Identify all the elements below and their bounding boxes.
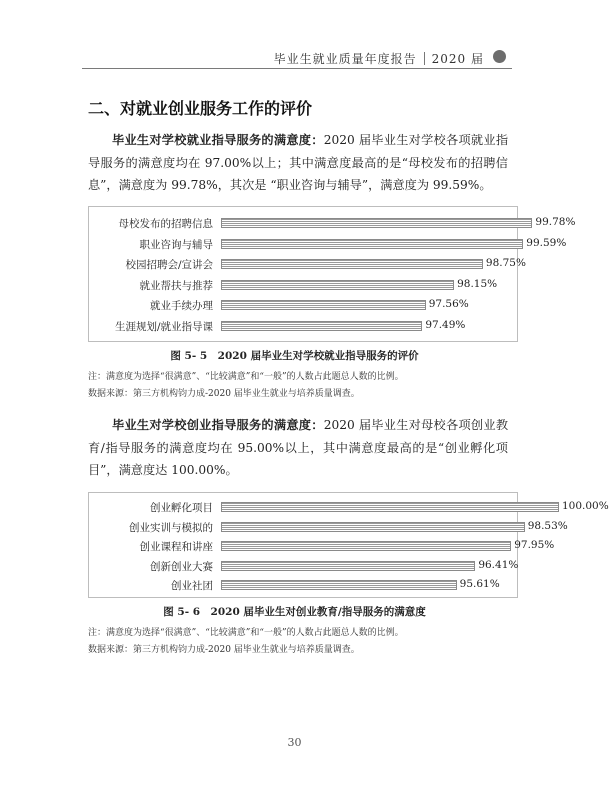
bar-row [89,275,517,295]
value-label: 98.75% [485,257,526,269]
bar [221,300,426,310]
figure-source: 数据来源：第三方机构钧力成-2020 届毕业生就业与培养质量调查。 [88,389,360,399]
bar-row [89,295,517,315]
paragraph-entrepreneurship-guidance [88,414,508,482]
bar-row [89,254,526,274]
bar [221,541,511,551]
paragraph-body: 2020 届毕业生对母校各项创业教育/指导服务的满意度均在 95.00%以上，其中满意度最高的是“创业孵化项目”，满意度达 100.00%。 [88,418,509,477]
value-label: 96.41% [478,558,519,571]
bar-row [89,556,517,576]
value-label: 97.49% [425,318,466,331]
bar [221,259,483,269]
paragraph-employment-guidance [88,129,508,197]
figure-note: 注：满意度为选择“很满意”、“比较满意”和“一般”的人数占此题总人数的比例。 [88,372,404,382]
entrepreneurship-guidance-chart [88,492,609,598]
header-dot-icon [493,50,506,63]
header-divider [424,52,425,65]
bar-row [89,213,576,233]
bar [221,502,559,512]
bar-row [89,517,568,537]
bar [221,561,475,571]
category-label: 创业孵化项目 [150,502,213,514]
value-label: 97.56% [428,298,469,310]
value-label: 98.15% [457,277,498,290]
value-label: 97.95% [514,539,555,551]
category-label: 创新创业大赛 [150,560,213,573]
figure-caption-5-6: 图 5- 6 2020 届毕业生对创业教育/指导服务的满意度 [163,606,426,618]
bar [221,218,532,228]
figure-caption-5-5: 图 5- 5 2020 届毕业生对学校就业指导服务的评价 [170,350,419,362]
bar-row [89,497,609,517]
category-label: 校园招聘会/宣讲会 [125,259,213,271]
value-label: 100.00% [562,500,609,512]
bar [221,522,525,532]
bar-row [89,536,555,556]
category-label: 就业手续办理 [150,300,213,312]
header-year: 2020 届 [431,52,484,66]
header-text [274,50,484,67]
section-title: 二、对就业创业服务工作的评价 [88,99,313,118]
value-label: 98.53% [527,519,568,532]
value-label: 99.59% [526,236,567,249]
category-label: 创业课程和讲座 [139,541,213,553]
bar-row [89,575,517,595]
bar [221,239,523,249]
category-label: 创业实训与模拟的 [129,521,213,534]
category-label: 母校发布的招聘信息 [118,218,213,230]
header-title: 毕业生就业质量年度报告 [273,52,417,66]
paragraph-body: 2020 届毕业生对学校各项就业指导服务的满意度均在 97.00%以上；其中满意度最高的是“母校发布的招聘信息”，满意度为 99.78%，其次是 “职业咨询与辅导”，满意度为 99.59%。 [88,133,509,192]
bar-row [89,234,567,254]
figure-note: 注：满意度为选择“很满意”、“比较满意”和“一般”的人数占此题总人数的比例。 [88,628,404,638]
category-label: 生涯规划/就业指导课 [114,320,213,333]
category-label: 职业咨询与辅导 [139,238,213,251]
figure-source: 数据来源：第三方机构钧力成-2020 届毕业生就业与培养质量调查。 [88,645,360,655]
category-label: 创业社团 [171,580,213,592]
employment-guidance-chart [88,206,576,342]
value-label: 95.61% [459,578,500,590]
value-label: 99.78% [535,216,576,228]
page-number: 30 [287,736,302,749]
bar [221,580,457,590]
bar-row [89,316,517,336]
bar [221,321,422,331]
bar [221,280,454,290]
page-header [82,42,512,69]
category-label: 就业帮扶与推荐 [139,279,213,292]
paragraph-lead: 毕业生对学校创业指导服务的满意度： [112,418,324,432]
paragraph-lead: 毕业生对学校就业指导服务的满意度： [112,133,324,147]
